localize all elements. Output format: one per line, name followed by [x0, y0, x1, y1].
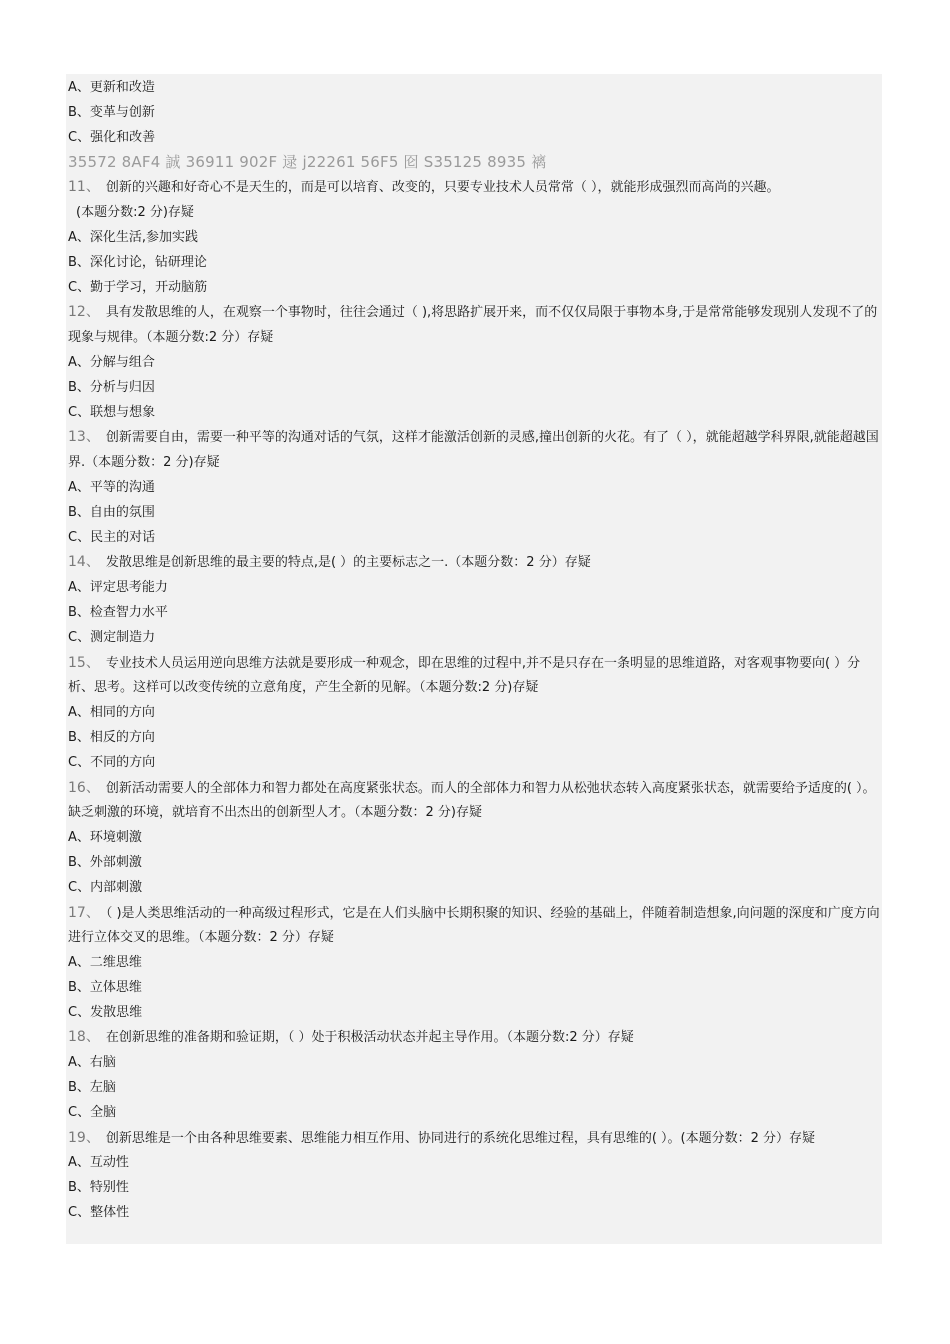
question-number: 17、 [68, 904, 100, 921]
option-a: A、评定思考能力 [68, 580, 168, 596]
option-a: A、二维思维 [68, 955, 142, 971]
question-list [66, 74, 882, 1226]
option-b: B、分析与归因 [68, 379, 155, 395]
option-a: A、环境刺激 [68, 830, 142, 846]
option-b: B、立体思维 [68, 979, 142, 995]
option-b: B、深化讨论，钻研理论 [68, 254, 207, 270]
question-text: 发散思维是创新思维的最主要的特点,是( ）的主要标志之一.（本题分数：2 分）存疑 [105, 555, 591, 571]
option-c: C、民主的对话 [68, 529, 156, 545]
option-c: C、全脑 [68, 1104, 117, 1120]
question-15 [68, 651, 880, 776]
question-17 [68, 901, 880, 1026]
option-b: B、变革与创新 [68, 104, 155, 120]
option-c: C、勤于学习，开动脑筋 [68, 279, 208, 295]
option-c: C、不同的方向 [68, 754, 156, 770]
question-text: 创新思维是一个由各种思维要素、思维能力相互作用、协同进行的系统化思维过程，具有思维的( ）。(本题分数：2 分）存疑 [105, 1130, 816, 1146]
question-12 [68, 300, 880, 425]
question-number: 15、 [68, 654, 100, 671]
option-b: B、相反的方向 [68, 729, 155, 745]
reference-code: 35572 8AF4 誠 36911 902F 逯 j22261 56F5 囵 S35125 8935 褵 [68, 153, 547, 172]
question-19 [68, 1126, 880, 1226]
question-text: 创新活动需要人的全部体力和智力都处在高度紧张状态。而人的全部体力和智力从松弛状态转入高度紧张状态，就需要给予适度的( ）。缺乏刺激的环境，就培育不出杰出的创新型人才。（本题分数：2 分)存疑 [68, 780, 876, 821]
question-16 [68, 776, 880, 901]
option-c: C、整体性 [68, 1205, 130, 1221]
option-a: A、分解与组合 [68, 354, 155, 370]
question-14 [68, 550, 880, 650]
option-a: A、互动性 [68, 1155, 129, 1171]
option-b: B、检查智力水平 [68, 604, 168, 620]
option-b: B、外部刺激 [68, 854, 142, 870]
option-a: A、相同的方向 [68, 705, 155, 721]
document-page [66, 74, 882, 1244]
question-number: 16、 [68, 779, 100, 796]
question-number: 11、 [68, 179, 100, 196]
question-13 [68, 425, 880, 550]
option-c: C、内部刺激 [68, 879, 143, 895]
option-c: C、发散思维 [68, 1004, 143, 1020]
option-b: B、自由的氛围 [68, 504, 155, 520]
option-b: B、特别性 [68, 1180, 129, 1196]
question-11 [68, 175, 880, 300]
question-number: 14、 [68, 554, 100, 571]
option-c: C、强化和改善 [68, 129, 156, 145]
option-a: A、右脑 [68, 1055, 116, 1071]
question-meta: (本题分数:2 分)存疑 [76, 205, 194, 221]
question-text: 具有发散思维的人，在观察一个事物时，往往会通过（ ),将思路扩展开来，而不仅仅局限于事物本身,于是常常能够发现别人发现不了的现象与规律。（本题分数:2 分）存疑 [68, 305, 878, 346]
question-number: 12、 [68, 304, 100, 321]
option-a: A、深化生活,参加实践 [68, 229, 199, 245]
question-text: 创新的兴趣和好奇心不是天生的，而是可以培育、改变的，只要专业技术人员常常（ ），就能形成强烈而高尚的兴趣。 [105, 180, 780, 196]
option-b: B、左脑 [68, 1080, 116, 1096]
question-text: 专业技术人员运用逆向思维方法就是要形成一种观念，即在思维的过程中,并不是只存在一条明显的思维道路，对客观事物要向( ）分析、思考。这样可以改变传统的立意角度，产生全新的见解。（本题分数:2 分)存疑 [68, 655, 861, 696]
option-c: C、测定制造力 [68, 629, 156, 645]
question-number: 13、 [68, 429, 100, 446]
option-a: A、平等的沟通 [68, 479, 155, 495]
question-number: 18、 [68, 1029, 100, 1046]
question-text: 创新需要自由，需要一种平等的沟通对话的气氛，这样才能激活创新的灵感,撞出创新的火花。有了（ ），就能超越学科界限,就能超越国界.（本题分数：2 分)存疑 [68, 430, 879, 471]
option-c: C、联想与想象 [68, 404, 156, 420]
option-a: A、更新和改造 [68, 80, 155, 95]
question-text: 在创新思维的准备期和验证期，（ ）处于积极活动状态并起主导作用。（本题分数:2 分）存疑 [105, 1030, 634, 1046]
question-18 [68, 1025, 880, 1125]
question-number: 19、 [68, 1129, 100, 1146]
question-text: （ )是人类思维活动的一种高级过程形式，它是在人们头脑中长期积聚的知识、经验的基础上，伴随着制造想象,向问题的深度和广度方向进行立体交叉的思维。（本题分数：2 分）存疑 [68, 905, 880, 946]
